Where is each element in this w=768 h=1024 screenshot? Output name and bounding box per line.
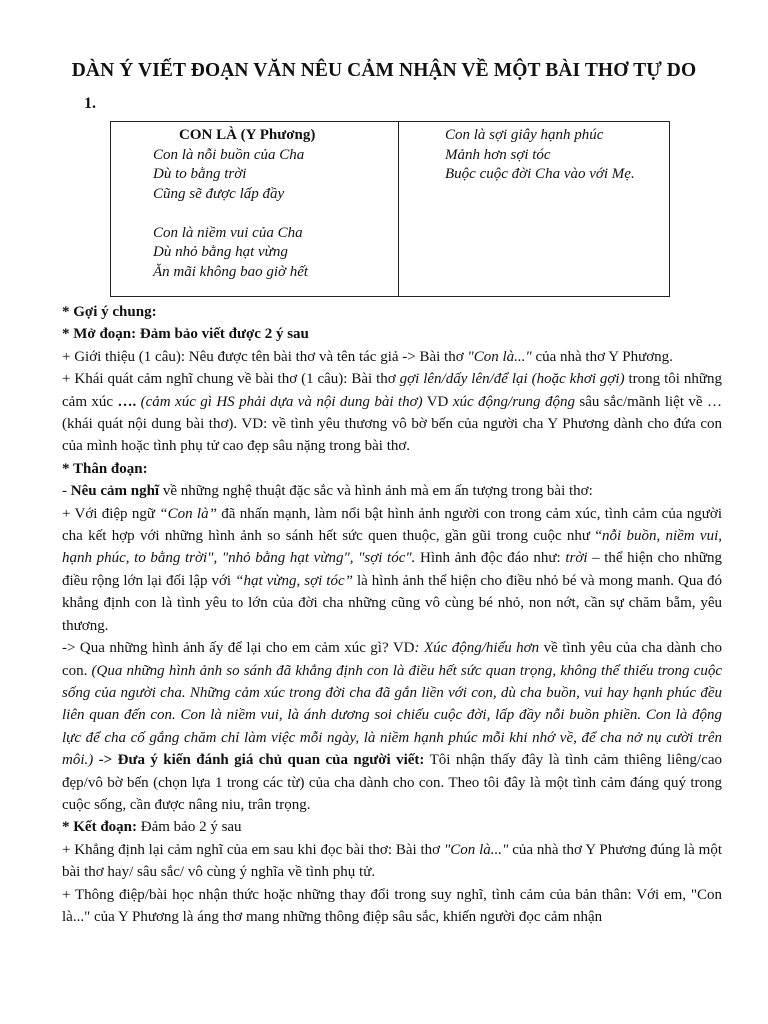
text: * Kết đoạn: — [62, 819, 137, 836]
body-point-2 — [62, 503, 722, 637]
poem-title: CON LÀ (Y Phương) — [179, 127, 316, 143]
text: Tôi nhận thấy đây là tình cảm thiêng liêng/cao đẹp/vô bờ bến (chọn lựa 1 trong các từ) của cha dành cho con. Theo tôi đây là một tình cảm đáng quý trong cuộc sống, cần được nâng niu, trân trọng. — [62, 752, 722, 813]
text: Đảm bảo 2 ý sau — [137, 819, 242, 836]
intro-heading: * Mở đoạn: Đảm bảo viết được 2 ý sau — [62, 326, 309, 343]
end-point-2: + Thông điệp/bài học nhận thức hoặc những thay đổi trong suy nghĩ, tình cảm của bản thân: Với em, "Con là..." của Y Phương là áng thơ mang những thông điệp sâu sắc, khiến người đọc cảm nhận — [62, 886, 722, 925]
outline-content — [62, 301, 722, 928]
poem-line: Con là sợi giây hạnh phúc — [445, 127, 604, 143]
stanza-gap — [153, 204, 398, 224]
text: đã nhấn mạnh, làm nổi bật hình ảnh người con trong cảm xúc, tình cảm của người cha kết hợp với những hình ảnh so sánh hết sức quen thuộc, gần gũi trong cuộc như “ — [62, 505, 723, 545]
text: là hình ảnh thể hiện cho điều nhỏ bé và mong manh. Qua đó khẳng định con là tình yêu to lớn của đời cha những cũng vô cùng bé nhỏ, non nớt, cần sự chăm bẵm, yêu thương. — [62, 572, 722, 634]
intro-point-1 — [62, 346, 722, 368]
text: Hình ảnh độc đáo như: — [415, 550, 566, 567]
text: + Khẳng định lại cảm nghĩ của em sau khi đọc bài thơ: Bài thơ — [62, 841, 444, 858]
poem-box — [110, 121, 670, 297]
text: xúc động/rung động — [452, 393, 575, 410]
text: …. — [117, 393, 137, 410]
poem-line: Ăn mãi không bao giờ hết — [153, 263, 309, 280]
text: về tình yêu của cha dành cho con. — [62, 640, 722, 679]
poem-line: Cũng sẽ được lấp đầy — [153, 185, 285, 202]
text: về những nghệ thuật đặc sắc và hình ảnh mà em ấn tượng trong bài thơ: — [159, 483, 593, 500]
poem-line: Dù nhỏ bằng hạt vừng — [153, 244, 288, 260]
poem-name: "Con là..." — [467, 348, 532, 365]
general-heading: * Gợi ý chung: — [62, 304, 157, 320]
document-title: DÀN Ý VIẾT ĐOẠN VĂN NÊU CẢM NHẬN VỀ MỘT BÀI THƠ TỰ DO — [71, 60, 697, 81]
text: nỗi buồn, niềm vui, hạnh phúc, to bằng trời", "nhỏ bằng hạt vừng", "sợi tóc". — [62, 528, 723, 567]
text: trời — [565, 550, 588, 567]
text: -> Đưa ý kiến đánh giá chủ quan của người viết: — [93, 752, 425, 769]
end-heading — [62, 816, 722, 838]
poem-line: Buộc cuộc đời Cha vào với Mẹ. — [445, 166, 635, 182]
body-heading: * Thân đoạn: — [62, 460, 148, 477]
intro-point-2 — [62, 368, 722, 458]
text: (cảm xúc gì HS phải dựa và nội dung bài thơ) — [136, 393, 423, 410]
poem-line: Con là niềm vui của Cha — [153, 224, 303, 241]
text: (Qua những hình ảnh so sánh đã khẳng định con là điều hết sức quan trọng, không thể thiếu trong cuộc sống của người cha. Những cảm xúc trong đời cha đã gắn liền với con, dù cha buồn, vui hay hạnh phúc đều liên quan đến con. Con là niềm vui, là ánh dương soi chiếu cuộc đời, lấp đầy nỗi buồn phiền. Con là động lực để cha cố gắng chăm chỉ làm việc mỗi ngày, là niềm hạnh phúc mỗi khi nhớ về, để cha nở nụ cười trên môi.) — [62, 662, 722, 769]
poem-line: Dù to bằng trời — [153, 166, 247, 182]
text: + Với điệp ngữ — [62, 505, 160, 522]
end-point-1 — [62, 839, 722, 884]
text: “Con là” — [159, 505, 217, 522]
body-point-3 — [62, 637, 722, 816]
poem-line: Mảnh hơn sợi tóc — [445, 146, 551, 163]
poem-left-column — [111, 122, 399, 296]
text: của nhà thơ Y Phương đúng là một bài thơ hay/ sâu sắc/ vô cùng ý nghĩa về tình phụ tử. — [62, 841, 722, 881]
text: của nhà thơ Y Phương. — [531, 348, 673, 365]
text: + Giới thiệu (1 câu): Nêu được tên bài thơ và tên tác giả -> Bài thơ — [62, 348, 468, 365]
text: VD — [422, 393, 453, 410]
text: gợi lên/dấy lên/để lại (hoặc khơi gợi) — [399, 371, 625, 388]
text: : Xúc động/hiểu hơn — [414, 640, 540, 657]
text: Nêu cảm nghĩ — [70, 483, 160, 500]
poem-name: "Con là..." — [443, 841, 509, 858]
section-number: 1. — [84, 95, 96, 112]
text: sâu sắc/mãnh liệt về … (khái quát nội dung bài thơ). VD: về tình yêu thương vô bờ bến của người cha Y Phương dành cho đứa con của mình hoặc tình phụ tử cao đẹp sâu nặng trong bài thơ. — [62, 393, 722, 455]
text: “hạt vừng, sợi tóc” — [235, 572, 353, 589]
text: trong tôi những cảm xúc — [62, 371, 722, 410]
poem-line: Con là nỗi buồn của Cha — [153, 146, 305, 163]
text: – thể hiện cho những điều rộng lớn lại đối lập với — [62, 550, 722, 589]
body-point-1 — [62, 480, 722, 502]
text: -> Qua những hình ảnh ấy để lại cho em cảm xúc gì? VD — [62, 640, 415, 657]
poem-right-column — [399, 122, 669, 296]
text: - — [62, 483, 71, 500]
text: + Khái quát cảm nghĩ chung về bài thơ (1 câu): Bài thơ — [62, 371, 400, 388]
